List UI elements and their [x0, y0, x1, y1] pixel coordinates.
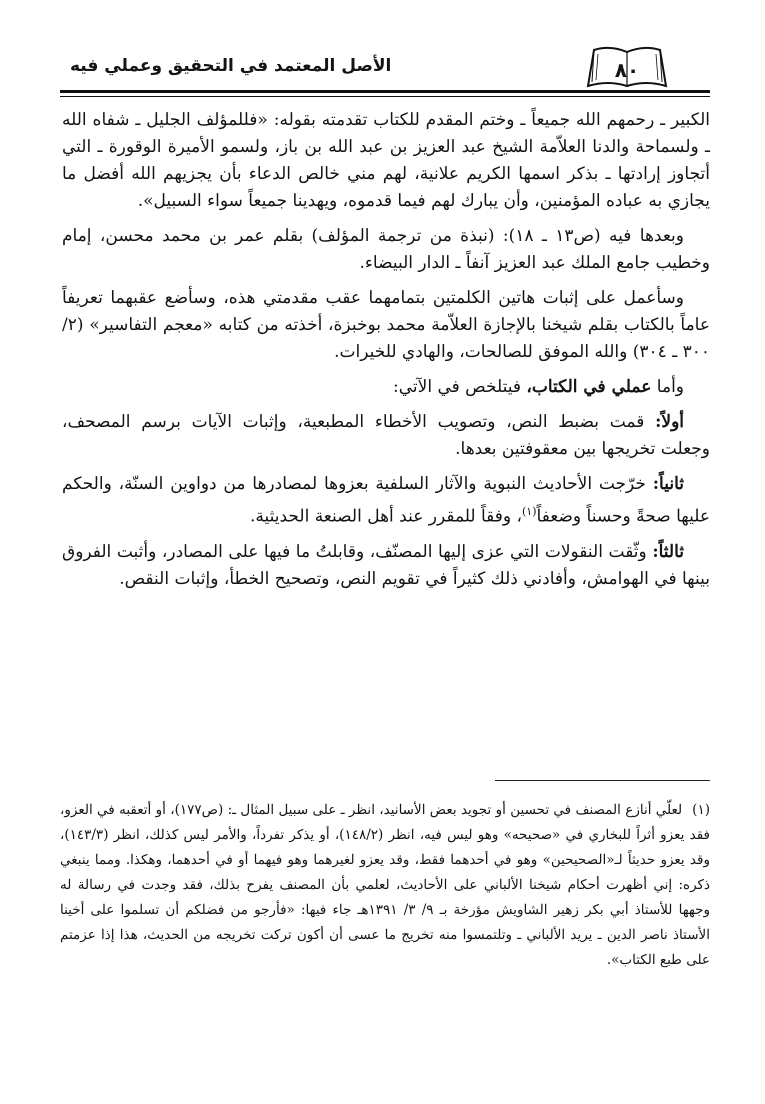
- footnote-separator: [495, 780, 710, 781]
- paragraph-3: وسأعمل على إثبات هاتين الكلمتين بتمامهما عقب مقدمتي هذه، وسأضع عقبهما تعريفاً عاماً بالكتاب بقلم شيخنا بالإجازة العلاّمة محمد بوخبزة، أخذته من كتابه «معجم التفاسير» (٢/ ٣٠٠ ـ ٣٠٤) والله الموفق للصالحات، والهادي للخيرات.: [62, 288, 710, 362]
- footnote-reference[interactable]: (١): [522, 505, 537, 518]
- footnote-number: (١): [692, 802, 710, 818]
- p4-intro: وأما: [651, 377, 684, 397]
- item-third-text: وثّقت النقولات التي عزى إليها المصنّف، وقابلتُ ما فيها على المصادر، وأثبت الفروق بينها في الهوامش، وأفادني ذلك كثيراً في تقويم النص، وتصحيح الخطأ، وإثبات النقص.: [62, 541, 710, 589]
- p4-rest: فيتلخص في الآتي:: [393, 377, 527, 397]
- main-text: [62, 107, 710, 601]
- footnote-text: لعلّي أنازع المصنف في تحسين أو تجويد بعض الأسانيد، انظر ـ على سبيل المثال ـ: (ص١٧٧)، أو أتعقبه في العزو، فقد يعزو أثراً للبخاري في «صحيحه» وهو ليس فيه، انظر (١٤٨/٢)، أو يذكر تفرداً، والأمر ليس كذلك، انظر (١٤٣/٣)، وقد يعزو حديثاً لـ«الصحيحين» وهو في أحدهما فقط، وقد يعزو لغيرهما وهو فيهما أو في أحدهما، وهكذا. ومما ينبغي ذكره: إني أظهرت أحكام شيخنا الألباني على الأحاديث، لعلمي بأن المصنف يفرح بذلك، فقد وجدت في رسالة له وجهها للأستاذ أبي بكر زهير الشاويش مؤرخة بـ ٩/ ٣/ ١٣٩١هـ جاء فيها: «فأرجو من فضلكم أن تسلموا على أخينا الأستاذ ناصر الدين ـ يريد الألباني ـ وتلتمسوا منه تخريج ما عسى أن أكون تركت تخريجه من الحديث، هذا إذا عزمتم على طبع الكتاب».: [60, 802, 711, 968]
- header-rule-thin: [60, 96, 710, 97]
- item-second-label: ثانياً:: [652, 474, 684, 494]
- item-first-text: قمت بضبط النص، وتصويب الأخطاء المطبعية، وإثبات الآيات برسم المصحف، وجعلت تخريجها بين معقوفتين بعدها.: [62, 412, 710, 459]
- paragraph-6: [62, 471, 710, 531]
- p4-bold-phrase: عملي في الكتاب،: [526, 377, 652, 397]
- header-rule-thick: [60, 90, 710, 93]
- item-third-label: ثالثاً:: [652, 541, 684, 562]
- item-second-text-b: ، وفقاً للمقرر عند أهل الصنعة الحديثية.: [249, 506, 522, 527]
- footnote: [60, 798, 710, 973]
- item-second-text-a: خرّجت الأحاديث النبوية والآثار السلفية بعزوها لمصادرها من دواوين السنّة، والحكم عليها صحةً وحسناً وضعفاً: [62, 474, 710, 527]
- open-book-icon: [584, 42, 670, 92]
- paragraph-2: وبعدها فيه (ص١٣ ـ ١٨): (نبذة من ترجمة المؤلف) بقلم عمر بن محمد محسن، إمام وخطيب جامع الملك عبد العزيز آنفاً ـ الدار البيضاء.: [62, 226, 710, 273]
- page-number: ٨٠: [614, 58, 640, 82]
- paragraph-1: الكبير ـ رحمهم الله جميعاً ـ وختم المقدم للكتاب تقدمته بقوله: «فللمؤلف الجليل ـ شفاه الله ـ ولسماحة والدنا العلاّمة الشيخ عبد العزيز بن عبد الله بن باز، ولسمو الأميرة الوقورة ـ التي أتجاوز إرادتها ـ بذكر اسمها الكريم علانية، لهم مني خالص الدعاء بأن يجزيهم الله أفضل ما يجازي به عباده المؤمنين، وأن يبارك لهم فيما قدموه، ويهدينا جميعاً سواء السبيل».: [62, 110, 710, 211]
- paragraph-5: [62, 409, 710, 463]
- item-first-label: أولاً:: [655, 412, 684, 432]
- running-title: الأصل المعتمد في التحقيق وعملي فيه: [70, 56, 392, 76]
- paragraph-4: [62, 374, 710, 401]
- page-header: [60, 40, 710, 100]
- paragraph-7: [62, 539, 710, 593]
